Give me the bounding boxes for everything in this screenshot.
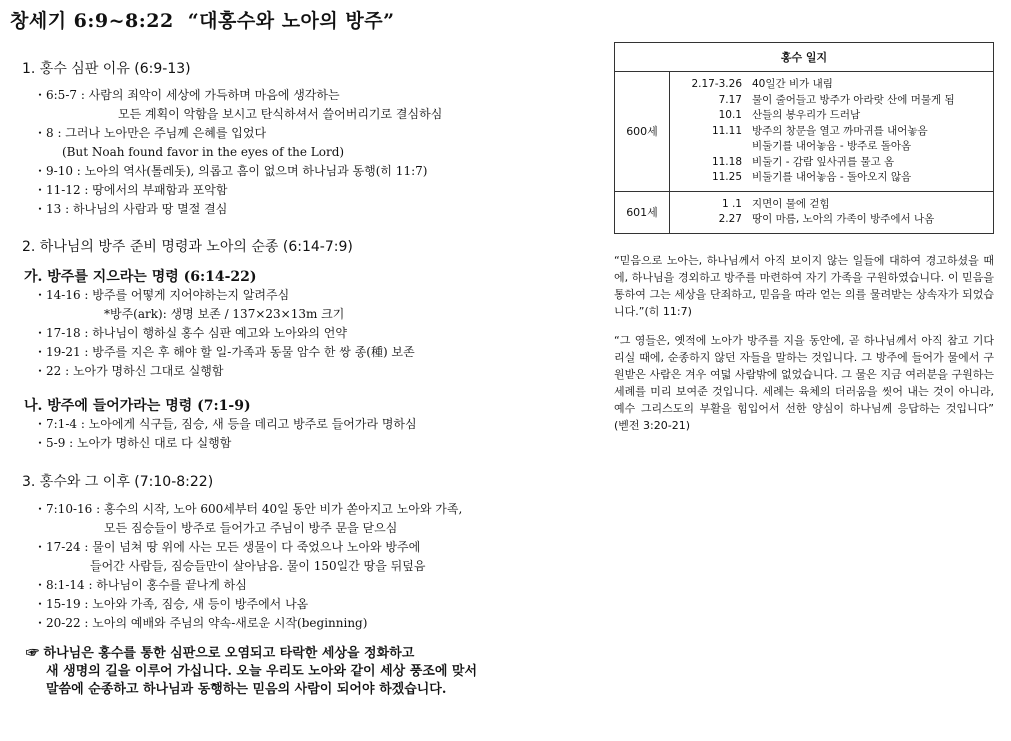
- pointing-hand-icon: ☞: [26, 646, 40, 661]
- list-item: ・19-21 : 방주를 지은 후 해야 할 일-가족과 동물 암수 한 쌍 종(種) 보존: [34, 345, 415, 359]
- log-entry: 11.25 비둘기를 내어놓음 - 돌아오지 않음: [711, 171, 912, 183]
- log-entry: 7.17 물이 줄어들고 방주가 아라랏 산에 머물게 됨: [718, 93, 955, 106]
- list-item: ・15-19 : 노아와 가족, 짐승, 새 등이 방주에서 나옴: [34, 597, 309, 611]
- log-entry: 2.27 땅이 마름, 노아의 가족이 방주에서 나옴: [718, 213, 935, 225]
- list-item: ・17-24 : 물이 넘쳐 땅 위에 사는 모든 생물이 다 죽었으나 노아와 방주에 들어간 사람들, 짐승들만이 살아남음. 물이 150일간 땅을 뒤덮음: [34, 540, 426, 573]
- sidebar: [614, 42, 994, 434]
- age-cell: 601세: [615, 191, 670, 233]
- subsection-heading-a: 가. 방주를 지으라는 명령 (6:14-22): [24, 269, 257, 285]
- list-item: ・20-22 : 노아의 예배와 주님의 약속-새로운 시작(beginning): [34, 616, 368, 630]
- sermon-title: “대홍수와 노아의 방주”: [187, 10, 395, 32]
- closing-message: ☞ 하나님은 홍수를 통한 심판으로 오염되고 타락한 세상을 정화하고 새 생명의 길을 이루어 가십니다. 오늘 우리도 노아와 같이 세상 풍조에 맞서 말씀에 순종하고 하나님과 동행하는 믿음의 사람이 되어야 하겠습니다.: [26, 646, 478, 697]
- quote-1-peter: “그 영들은, 옛적에 노아가 방주를 지을 동안에, 곧 하나님께서 아직 참고 기다리실 때에, 순종하지 않던 자들을 말하는 것입니다. 그 방주에 들어가 물에서 구원받은 사람은 겨우 여덟 사람밖에 없었습니다. 그 물은 지금 여러분을 구원하는 세례를 미리 보여준 것입니다. 세례는 육체의 더러움을 씻어 내는 것이 아니라, 예수 그리스도의 부활을 힘입어서 선한 양심이 하나님께 응답하는 것입니다” (벧전 3:20-21): [614, 333, 994, 432]
- list-item: ・7:1-4 : 노아에게 식구들, 짐승, 새 등을 데리고 방주로 들어가라 명하심: [34, 417, 417, 431]
- list-item: ・8 : 그러나 노아만은 주님께 은혜를 입었다 (But Noah found favor in the eyes of the Lord): [34, 126, 345, 159]
- flood-log-title: 홍수 일지: [615, 43, 994, 72]
- flood-log-table: [614, 42, 994, 234]
- log-entry: 비둘기를 내어놓음 - 방주로 돌아옴: [752, 140, 912, 152]
- table-row: [615, 72, 994, 192]
- list-item: ・11-12 : 땅에서의 부패함과 포악함: [34, 183, 228, 197]
- list-item: ・5-9 : 노아가 명하신 대로 다 실행함: [34, 436, 232, 450]
- list-item: ・22 : 노아가 명하신 그대로 실행함: [34, 364, 224, 378]
- list-item: ・13 : 하나님의 사람과 땅 멸절 결심: [34, 202, 228, 216]
- list-item: ・7:10-16 : 홍수의 시작, 노아 600세부터 40일 동안 비가 쏟아지고 노아와 가족, 모든 짐승들이 방주로 들어가고 주님이 방주 문을 닫으심: [34, 502, 463, 535]
- list-item: ・9-10 : 노아의 역사(톨레돗), 의롭고 흠이 없으며 하나님과 동행(히 11:7): [34, 164, 428, 178]
- section-heading-1: 1. 홍수 심판 이유 (6:9-13): [22, 61, 191, 77]
- log-entry: 11.18 비둘기 - 감람 잎사귀를 물고 옴: [711, 155, 895, 168]
- page-title: [10, 6, 395, 33]
- section-heading-3: 3. 홍수와 그 이후 (7:10-8:22): [22, 474, 214, 490]
- age-cell: 600세: [615, 72, 670, 192]
- table-row: [615, 191, 994, 233]
- list-item: ・6:5-7 : 사람의 죄악이 세상에 가득하며 마음에 생각하는 모든 계획이 악함을 보시고 탄식하셔서 쓸어버리기로 결심하심: [34, 88, 443, 121]
- list-item: ・14-16 : 방주를 어떻게 지어야하는지 알려주심 *방주(ark): 생명 보존 / 137×23×13m 크기: [34, 288, 345, 321]
- outline: [22, 58, 582, 699]
- scripture-reference: 창세기 6:9~8:22: [10, 10, 174, 32]
- quote-hebrews: “믿음으로 노아는, 하나님께서 아직 보이지 않는 일들에 대하여 경고하셨을 때에, 하나님을 경외하고 방주를 마련하여 자기 가족을 구원하였습니다. 이 믿음을 통하여 그는 세상을 단죄하고, 믿음을 따라 얻는 의를 물려받는 상속자가 되었습니다.”(히 11:7): [614, 253, 994, 318]
- subsection-heading-b: 나. 방주에 들어가라는 명령 (7:1-9): [24, 398, 251, 414]
- log-entry: 10.1 산들의 봉우리가 드러남: [718, 109, 861, 121]
- list-item: ・17-18 : 하나님이 행하실 홍수 심판 예고와 노아와의 언약: [34, 326, 347, 340]
- log-entry: 2.17-3.26 40일간 비가 내림: [691, 78, 833, 90]
- section-heading-2: 2. 하나님의 방주 준비 명령과 노아의 순종 (6:14-7:9): [22, 239, 353, 255]
- list-item: ・8:1-14 : 하나님이 홍수를 끝나게 하심: [34, 578, 247, 592]
- log-entry: 1 .1 지면이 물에 걷힘: [721, 197, 830, 210]
- log-entry: 11.11 방주의 창문을 열고 까마귀를 내어놓음: [711, 124, 928, 137]
